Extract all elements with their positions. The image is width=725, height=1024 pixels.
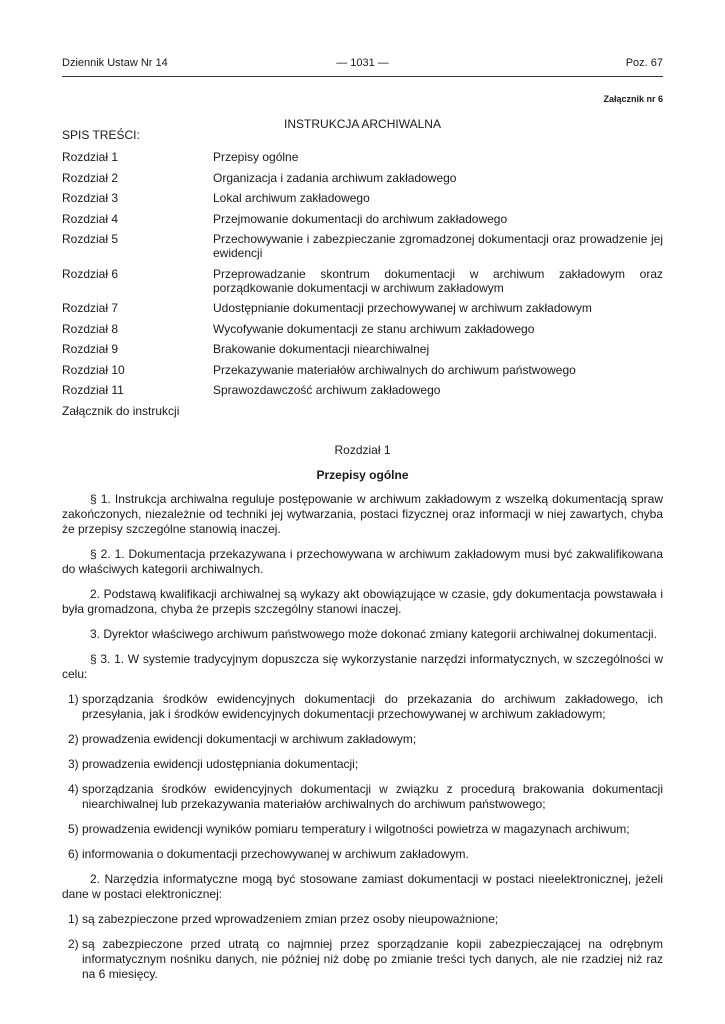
toc-chapter-number: Rozdział 1: [62, 150, 119, 164]
document-page: [62, 0, 663, 1024]
list-text: sporządzania środków ewidencyjnych dokumentacji do przekazania do archiwum zakładowego, ich przesyłania, jak i środków ewidencyjnych dokumentacji przechowywanej w archiwum zakładowym;: [82, 692, 663, 721]
toc-chapter-title: Organizacja i zadania archiwum zakładowego: [213, 170, 457, 185]
toc-row: [62, 171, 663, 185]
list-number: 3): [68, 757, 79, 771]
toc-row: [62, 150, 663, 164]
toc-chapter-number: Rozdział 6: [62, 266, 119, 281]
list-text: są zabezpieczone przed utratą co najmniej przez sporządzanie kopii zabezpieczającej na odrębnym informatycznym nośniku danych, nie później niż dobę po zmianie treści tych danych, ale nie rzadziej niż raz na 6 miesięcy.: [82, 937, 663, 981]
journal-name: Dziennik Ustaw Nr 14: [62, 57, 168, 69]
toc-row: [62, 212, 663, 226]
list-text: prowadzenia ewidencji dokumentacji w archiwum zakładowym;: [82, 732, 417, 746]
list-number: 5): [68, 822, 79, 836]
list-item: [62, 757, 663, 772]
toc-chapter-number: Rozdział 3: [62, 191, 119, 205]
toc-chapter-title: Przepisy ogólne: [213, 150, 299, 164]
chapter-body: [62, 492, 663, 992]
paragraph: § 3. 1. W systemie tradycyjnym dopuszcza się wykorzystanie narzędzi informatycznych, w szczególności w celu:: [62, 652, 663, 681]
position-number: Poz. 67: [625, 57, 663, 69]
list-text: sporządzania środków ewidencyjnych dokumentacji w związku z procedurą brakowania dokumentacji niearchiwalnej lub przekazywania materiałów archiwalnych do archiwum państwowego;: [82, 782, 663, 811]
paragraph: 2. Narzędzia informatyczne mogą być stosowane zamiast dokumentacji w postaci nieelektronicznej, jeżeli dane w postaci elektronicznej:: [62, 872, 663, 901]
toc-chapter-title: Sprawozdawczość archiwum zakładowego: [213, 383, 441, 397]
list-text: prowadzenia ewidencji wyników pomiaru temperatury i wilgotności powietrza w magazynach archiwum;: [82, 822, 630, 836]
list-item: [62, 847, 663, 862]
toc-row: [62, 342, 663, 356]
list-number: 2): [68, 937, 79, 951]
toc-chapter-number: Rozdział 5: [62, 232, 119, 246]
list-number: 2): [68, 732, 79, 746]
toc-chapter-number: Rozdział 7: [62, 301, 119, 315]
list-item: [62, 782, 663, 812]
list-item: [62, 822, 663, 837]
toc-chapter-title: Wycofywanie dokumentacji ze stanu archiwum zakładowego: [213, 321, 535, 336]
list-text: prowadzenia ewidencji udostępniania dokumentacji;: [82, 757, 359, 771]
toc-chapter-title: Przejmowanie dokumentacji do archiwum zakładowego: [213, 211, 508, 226]
chapter-label: Rozdział 1: [334, 443, 391, 457]
paragraph: § 2. 1. Dokumentacja przekazywana i przechowywana w archiwum zakładowym musi być zakwalifikowana do właściwych kategorii archiwalnych.: [62, 547, 663, 576]
toc-row: [62, 232, 663, 260]
toc-chapter-number: Rozdział 8: [62, 321, 119, 336]
toc-chapter-number: Rozdział 2: [62, 170, 119, 185]
list-number: 4): [68, 782, 79, 796]
toc-chapter-title: Przekazywanie materiałów archiwalnych do archiwum państwowego: [213, 362, 576, 377]
toc-chapter-title: Udostępnianie dokumentacji przechowywanej w archiwum zakładowym: [213, 301, 592, 315]
toc-chapter-number: Rozdział 11: [62, 383, 124, 397]
toc-appendix: Załącznik do instrukcji: [62, 403, 180, 418]
toc-chapter-title: Przeprowadzanie skontrum dokumentacji w archiwum zakładowym oraz porządkowanie dokumentacji w archiwum zakładowym: [213, 266, 663, 295]
list-text: informowania o dokumentacji przechowywanej w archiwum zakładowym.: [82, 847, 469, 861]
toc-row: [62, 322, 663, 336]
annex-label: Załącznik nr 6: [603, 94, 663, 104]
list-number: 1): [68, 912, 79, 926]
table-of-contents: [62, 150, 663, 418]
toc-row: [62, 383, 663, 397]
toc-row: [62, 191, 663, 205]
paragraph: § 1. Instrukcja archiwalna reguluje postępowanie w archiwum zakładowym z wszelką dokumentacją spraw zakończonych, niezależnie od techniki jej wytwarzania, postaci fizycznej oraz informacji w niej zawartych, chyba że przepisy szczególne stanowią inaczej.: [62, 492, 663, 536]
toc-chapter-number: Rozdział 9: [62, 342, 119, 356]
toc-chapter-title: Lokal archiwum zakładowego: [213, 191, 370, 205]
toc-chapter-title: Przechowywanie i zabezpieczanie zgromadzonej dokumentacji oraz prowadzenie jej ewidencji: [213, 232, 663, 260]
chapter-title: Przepisy ogólne: [316, 468, 409, 482]
list-item: [62, 937, 663, 982]
toc-row: [62, 363, 663, 377]
header-divider: [62, 76, 663, 77]
toc-row: [62, 267, 663, 295]
list-item: [62, 692, 663, 722]
paragraph: 3. Dyrektor właściwego archiwum państwowego może dokonać zmiany kategorii archiwalnej dokumentacji.: [90, 627, 657, 641]
toc-chapter-number: Rozdział 10: [62, 362, 125, 377]
toc-chapter-number: Rozdział 4: [62, 211, 119, 226]
toc-heading: SPIS TREŚCI:: [62, 128, 140, 142]
page-number: — 1031 —: [336, 57, 389, 69]
list-number: 1): [68, 692, 79, 706]
list-number: 6): [68, 847, 79, 861]
list-item: [62, 912, 663, 927]
paragraph: 2. Podstawą kwalifikacji archiwalnej są wykazy akt obowiązujące w czasie, gdy dokumentacja powstawała i była gromadzona, chyba że przepis szczególny stanowi inaczej.: [62, 587, 663, 616]
toc-chapter-title: Brakowanie dokumentacji niearchiwalnej: [213, 342, 430, 356]
list-text: są zabezpieczone przed wprowadzeniem zmian przez osoby nieupoważnione;: [82, 912, 499, 926]
toc-row: [62, 301, 663, 315]
document-title: INSTRUKCJA ARCHIWALNA: [284, 117, 441, 131]
list-item: [62, 732, 663, 747]
